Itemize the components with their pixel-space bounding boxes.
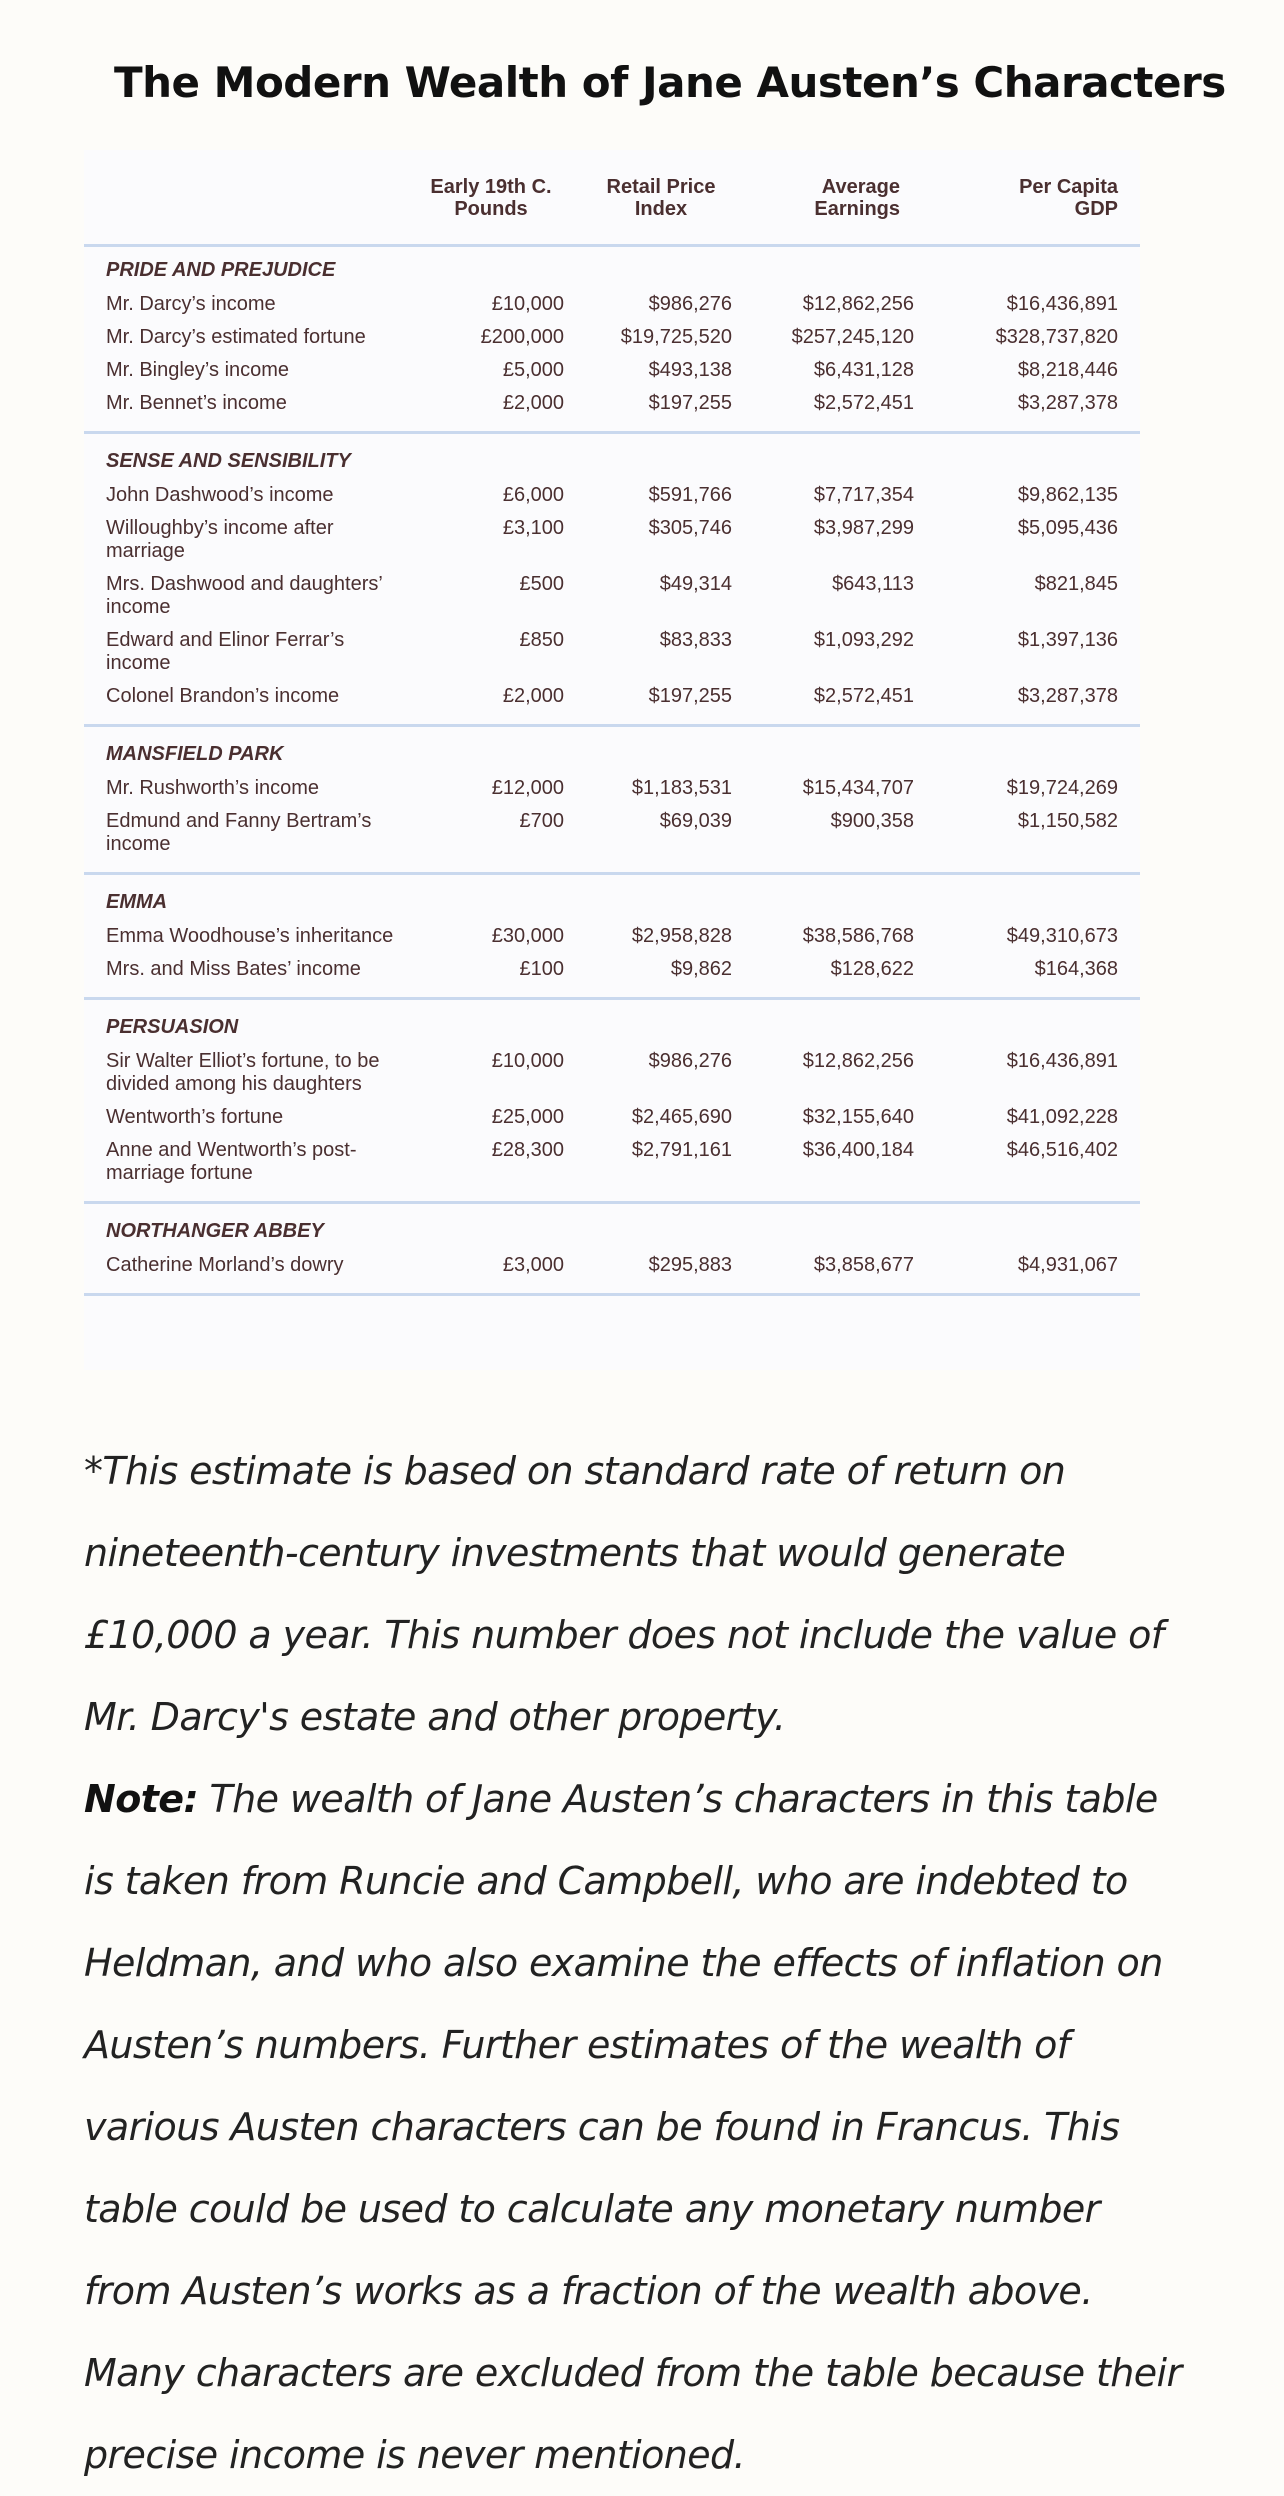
section-title: PERSUASION bbox=[106, 1016, 239, 1038]
cell-earnings: $2,572,451 bbox=[746, 680, 934, 726]
cell-rpi: $591,766 bbox=[648, 484, 732, 506]
header-pounds: Early 19th C. Pounds bbox=[406, 150, 576, 246]
table-row bbox=[84, 1101, 1140, 1134]
cell-earnings: $6,431,128 bbox=[813, 359, 914, 381]
section-header-row bbox=[84, 999, 1140, 1046]
table-row bbox=[84, 288, 1140, 321]
cell-gdp: $46,516,402 bbox=[934, 1134, 1140, 1203]
cell-earnings: $900,358 bbox=[746, 805, 934, 874]
cell-gdp: $3,287,378 bbox=[934, 387, 1140, 433]
cell-pounds: £2,000 bbox=[406, 680, 576, 726]
table-row bbox=[84, 568, 1140, 624]
footnote-text: *This estimate is based on standard rate of return on nineteenth-century investments that would generate £10,000 a year. This number does not include the value of Mr. Darcy's estate and other property. bbox=[84, 1449, 1164, 1739]
cell-gdp: $4,931,067 bbox=[934, 1249, 1140, 1295]
section-header-row bbox=[84, 433, 1140, 480]
section-header-row bbox=[84, 1203, 1140, 1250]
cell-rpi: $19,725,520 bbox=[620, 326, 732, 348]
row-label: Edward and Elinor Ferrar’s income bbox=[106, 629, 345, 674]
note-text: The wealth of Jane Austen’s characters in this table is taken from Runcie and Campbell, who are indebted to Heldman, and who also examine the effects of inflation on Austen’s numbers. Further estimates of the wealth of various Austen characters can be found in Francus. This table could be used to calculate any monetary number from Austen’s works as a fraction of the wealth above. Many characters are excluded from the table because their precise income is never mentioned. bbox=[84, 1777, 1182, 2477]
section-title: MANSFIELD PARK bbox=[106, 743, 284, 765]
cell-rpi: $986,276 bbox=[648, 293, 732, 315]
cell-earnings: $643,113 bbox=[832, 573, 914, 595]
table-row bbox=[84, 680, 1140, 726]
cell-earnings: $15,434,707 bbox=[802, 777, 914, 799]
table-body bbox=[84, 246, 1140, 1295]
cell-gdp: $5,095,436 bbox=[1017, 517, 1118, 539]
cell-rpi: $69,039 bbox=[576, 805, 746, 874]
cell-rpi: $197,255 bbox=[576, 387, 746, 433]
cell-gdp: $1,150,582 bbox=[934, 805, 1140, 874]
section-title: NORTHANGER ABBEY bbox=[106, 1220, 324, 1242]
row-label: Mr. Bennet’s income bbox=[84, 387, 406, 433]
cell-earnings: $32,155,640 bbox=[802, 1106, 914, 1128]
cell-rpi: $197,255 bbox=[576, 680, 746, 726]
cell-rpi: $2,465,690 bbox=[631, 1106, 732, 1128]
row-label: Wentworth’s fortune bbox=[106, 1106, 284, 1128]
cell-gdp: $16,436,891 bbox=[1006, 293, 1118, 315]
row-label: Mr. Bingley’s income bbox=[106, 359, 290, 381]
cell-pounds: £700 bbox=[406, 805, 576, 874]
cell-gdp: $328,737,820 bbox=[995, 326, 1118, 348]
cell-earnings: $3,987,299 bbox=[813, 517, 914, 539]
cell-rpi: $83,833 bbox=[659, 629, 732, 651]
row-label: Colonel Brandon’s income bbox=[84, 680, 406, 726]
row-label: John Dashwood’s income bbox=[106, 484, 334, 506]
notes-section bbox=[84, 1430, 1194, 2496]
table-row bbox=[84, 805, 1140, 874]
cell-pounds: £10,000 bbox=[491, 1050, 564, 1072]
cell-pounds: £200,000 bbox=[480, 326, 564, 348]
cell-rpi: $305,746 bbox=[648, 517, 732, 539]
row-label: Mr. Rushworth’s income bbox=[106, 777, 320, 799]
cell-earnings: $2,572,451 bbox=[746, 387, 934, 433]
cell-pounds: £5,000 bbox=[502, 359, 564, 381]
row-label: Mr. Darcy’s income bbox=[106, 293, 276, 315]
cell-gdp: $16,436,891 bbox=[1006, 1050, 1118, 1072]
cell-pounds: £12,000 bbox=[491, 777, 564, 799]
cell-earnings: $257,245,120 bbox=[791, 326, 914, 348]
cell-earnings: $38,586,768 bbox=[802, 925, 914, 947]
header-blank bbox=[84, 150, 406, 246]
table-row bbox=[84, 1134, 1140, 1203]
row-label: Emma Woodhouse’s inheritance bbox=[106, 925, 394, 947]
cell-pounds: £30,000 bbox=[491, 925, 564, 947]
cell-rpi: $986,276 bbox=[648, 1050, 732, 1072]
row-label: Anne and Wentworth’s post-marriage fortune bbox=[84, 1134, 406, 1203]
cell-rpi: $493,138 bbox=[648, 359, 732, 381]
row-label: Mr. Darcy’s estimated fortune bbox=[106, 326, 366, 348]
wealth-table-container bbox=[84, 150, 1140, 1370]
cell-pounds: £6,000 bbox=[502, 484, 564, 506]
cell-gdp: $164,368 bbox=[934, 953, 1140, 999]
header-retail-price-index: Retail Price Index bbox=[576, 150, 746, 246]
cell-rpi: $9,862 bbox=[576, 953, 746, 999]
cell-pounds: £100 bbox=[406, 953, 576, 999]
cell-earnings: $7,717,354 bbox=[813, 484, 914, 506]
cell-earnings: $36,400,184 bbox=[746, 1134, 934, 1203]
cell-gdp: $821,845 bbox=[1034, 573, 1118, 595]
row-label: Edmund and Fanny Bertram’s income bbox=[84, 805, 406, 874]
note-label: Note: bbox=[84, 1777, 199, 1821]
cell-pounds: £28,300 bbox=[406, 1134, 576, 1203]
cell-pounds: £3,100 bbox=[502, 517, 564, 539]
cell-pounds: £500 bbox=[519, 573, 564, 595]
wealth-table bbox=[84, 150, 1140, 1296]
table-row bbox=[84, 479, 1140, 512]
cell-gdp: $19,724,269 bbox=[1006, 777, 1118, 799]
cell-gdp: $41,092,228 bbox=[1006, 1106, 1118, 1128]
cell-rpi: $49,314 bbox=[659, 573, 732, 595]
cell-gdp: $3,287,378 bbox=[934, 680, 1140, 726]
row-label: Catherine Morland’s dowry bbox=[84, 1249, 406, 1295]
cell-rpi: $2,958,828 bbox=[631, 925, 732, 947]
table-row bbox=[84, 772, 1140, 805]
row-label: Willoughby’s income after marriage bbox=[106, 517, 334, 562]
table-row bbox=[84, 321, 1140, 354]
section-title: SENSE AND SENSIBILITY bbox=[106, 450, 351, 472]
section-header-row bbox=[84, 246, 1140, 289]
section-title: EMMA bbox=[106, 891, 168, 913]
page-title: The Modern Wealth of Jane Austen’s Characters bbox=[114, 58, 1226, 108]
cell-rpi: $2,791,161 bbox=[576, 1134, 746, 1203]
cell-earnings: $12,862,256 bbox=[802, 293, 914, 315]
row-label: Mrs. Dashwood and daughters’ income bbox=[106, 573, 383, 618]
section-header-row bbox=[84, 726, 1140, 773]
cell-gdp: $1,397,136 bbox=[1017, 629, 1118, 651]
row-label: Sir Walter Elliot’s fortune, to be divided among his daughters bbox=[106, 1050, 380, 1095]
cell-rpi: $295,883 bbox=[576, 1249, 746, 1295]
cell-earnings: $128,622 bbox=[746, 953, 934, 999]
cell-gdp: $9,862,135 bbox=[1017, 484, 1118, 506]
table-row bbox=[84, 1045, 1140, 1101]
cell-earnings: $12,862,256 bbox=[802, 1050, 914, 1072]
header-per-capita-gdp: Per Capita GDP bbox=[934, 150, 1140, 246]
table-row bbox=[84, 624, 1140, 680]
cell-pounds: £2,000 bbox=[406, 387, 576, 433]
table-row bbox=[84, 920, 1140, 953]
cell-earnings: $1,093,292 bbox=[813, 629, 914, 651]
note-paragraph bbox=[84, 1758, 1194, 2496]
cell-earnings: $3,858,677 bbox=[746, 1249, 934, 1295]
table-row bbox=[84, 1249, 1140, 1295]
section-title: PRIDE AND PREJUDICE bbox=[106, 259, 336, 281]
cell-pounds: £25,000 bbox=[491, 1106, 564, 1128]
cell-gdp: $8,218,446 bbox=[1017, 359, 1118, 381]
table-header-row bbox=[84, 150, 1140, 246]
cell-pounds: £3,000 bbox=[406, 1249, 576, 1295]
table-row bbox=[84, 512, 1140, 568]
cell-gdp: $49,310,673 bbox=[1006, 925, 1118, 947]
table-row bbox=[84, 387, 1140, 433]
row-label: Mrs. and Miss Bates’ income bbox=[84, 953, 406, 999]
cell-rpi: $1,183,531 bbox=[631, 777, 732, 799]
table-row bbox=[84, 354, 1140, 387]
cell-pounds: £850 bbox=[519, 629, 564, 651]
section-header-row bbox=[84, 874, 1140, 921]
cell-pounds: £10,000 bbox=[491, 293, 564, 315]
header-average-earnings: Average Earnings bbox=[746, 150, 934, 246]
table-row bbox=[84, 953, 1140, 999]
